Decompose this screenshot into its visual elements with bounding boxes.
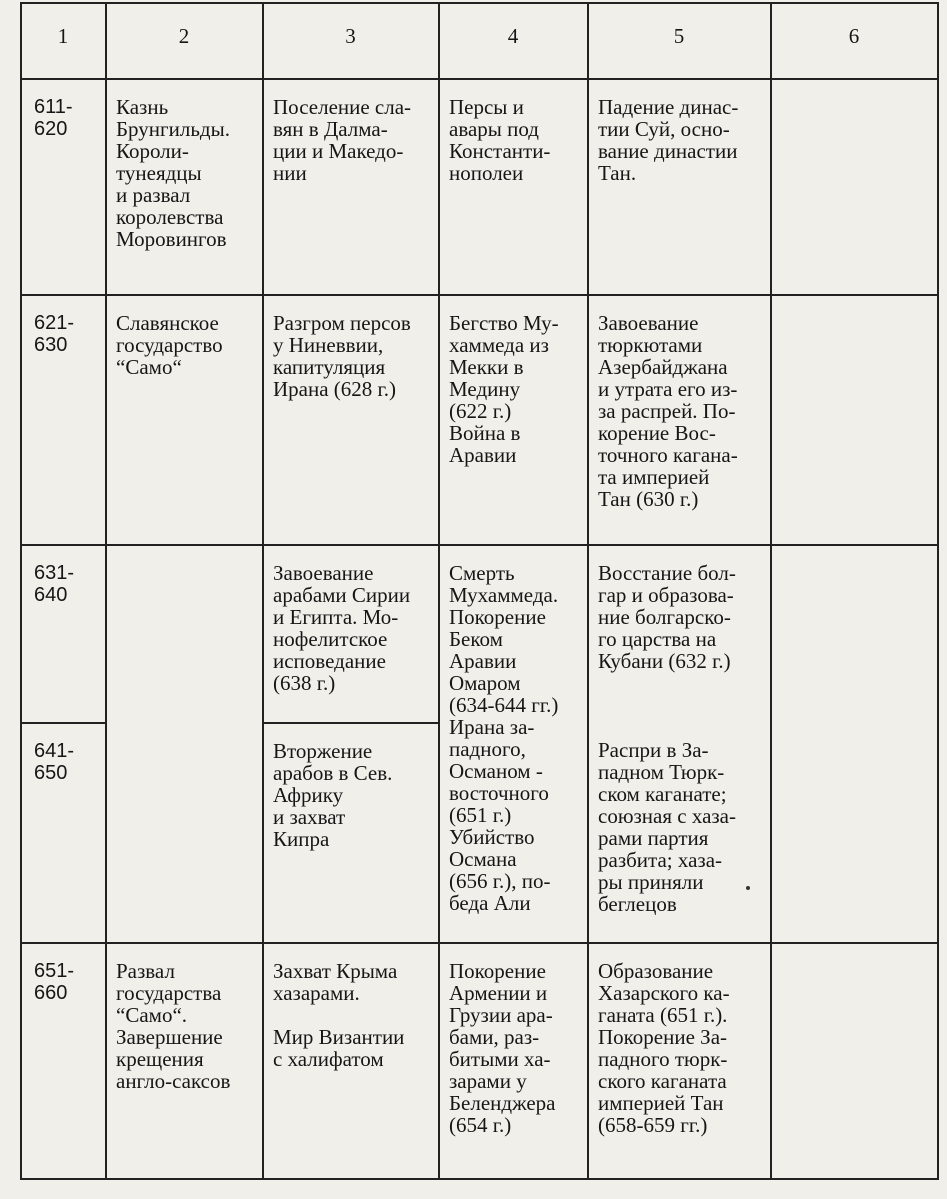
middle-east-text: Бегство Му- хаммеда из Мекки в Медину (622 г.) Война в Аравии <box>449 311 559 467</box>
column-6-text <box>772 723 937 743</box>
decade-text: 631- 640 <box>34 562 75 606</box>
column-number-3: 3 <box>345 24 357 48</box>
west-europe-text: Казнь Брунгильды. Короли- тунеядцы и развал королевства Моровингов <box>116 95 230 251</box>
empty-cell <box>771 943 938 1179</box>
byzantium-cell <box>263 723 439 943</box>
byzantium-text: Поселение сла- вян в Далма- ции и Македо- нии <box>273 95 412 185</box>
west-europe-cell <box>106 79 263 295</box>
byzantium-cell <box>263 79 439 295</box>
header-cell-1 <box>21 3 106 79</box>
header-cell-4 <box>439 3 588 79</box>
byzantium-text: Завоевание арабами Сирии и Египта. Мо- нофелитское исповедание (638 г.) <box>273 561 411 695</box>
steppe-china-cell <box>588 943 771 1179</box>
column-number-2: 2 <box>178 24 191 48</box>
header-cell-5 <box>588 3 771 79</box>
middle-east-text: Персы и авары под Константи- нополеи <box>449 95 551 185</box>
byzantium-text: Вторжение арабов в Сев. Африку и захват Кипра <box>273 739 393 851</box>
middle-east-cell <box>439 943 588 1179</box>
empty-cell <box>771 545 938 723</box>
west-europe-text <box>107 723 262 743</box>
table-row <box>21 79 938 295</box>
middle-east-cell <box>439 545 588 943</box>
west-europe-text: Славянское государство “Само“ <box>116 311 223 379</box>
column-6-text <box>772 296 937 316</box>
column-6-text <box>772 546 937 566</box>
column-6-text <box>772 80 937 100</box>
column-number-4: 4 <box>507 24 520 48</box>
middle-east-text: Смерть Мухаммеда. Покорение Беком Аравии Омаром (634-644 гг.) Ирана за- падного, Османом - восточного (651 г.) Убийство Османа (656 г.), по- беда Али <box>449 561 559 915</box>
decade-text: 621- 630 <box>34 312 75 356</box>
middle-east-cell <box>439 79 588 295</box>
steppe-china-text: Завоевание тюркютами Азербайджана и утрата его из- за распрей. По- корение Вос- точного кагана- та империей Тан (630 г.) <box>598 311 738 511</box>
empty-cell <box>771 295 938 545</box>
header-cell-3 <box>263 3 439 79</box>
west-europe-cell <box>106 545 263 723</box>
byzantium-cell <box>263 295 439 545</box>
table-row <box>21 545 938 723</box>
chronology-table <box>20 2 939 1180</box>
table-row <box>21 943 938 1179</box>
decade-cell <box>21 545 106 723</box>
column-number-5: 5 <box>673 24 686 48</box>
byzantium-cell <box>263 943 439 1179</box>
west-europe-cell <box>106 723 263 943</box>
empty-cell <box>771 723 938 943</box>
steppe-china-cell <box>588 723 771 943</box>
steppe-china-text: Падение динас- тии Суй, осно- вание династии Тан. <box>598 95 739 185</box>
steppe-china-cell <box>588 79 771 295</box>
middle-east-cell <box>439 295 588 545</box>
west-europe-text <box>107 546 262 566</box>
byzantium-text: Разгром персов у Ниневвии, капитуляция Ирана (628 г.) <box>273 311 411 401</box>
header-row <box>21 3 938 79</box>
decade-cell <box>21 79 106 295</box>
decade-text: 641- 650 <box>34 740 75 784</box>
column-number-6: 6 <box>848 24 861 48</box>
steppe-china-cell <box>588 545 771 723</box>
table-row <box>21 295 938 545</box>
byzantium-cell <box>263 545 439 723</box>
column-number-1: 1 <box>57 24 70 48</box>
print-speck <box>746 886 750 890</box>
west-europe-cell <box>106 943 263 1179</box>
west-europe-text: Развал государства “Само“. Завершение крещения англо-саксов <box>116 959 231 1093</box>
decade-text: 611- 620 <box>34 96 73 140</box>
middle-east-text: Покорение Армении и Грузии ара- бами, раз- битыми ха- зарами у Беленджера (654 г.) <box>449 959 556 1137</box>
steppe-china-text: Образование Хазарского ка- ганата (651 г.). Покорение За- падного тюрк- ского каганата империей Тан (658-659 гг.) <box>598 959 730 1137</box>
empty-cell <box>771 79 938 295</box>
steppe-china-text: Восстание бол- гар и образова- ние болгарско- го царства на Кубани (632 г.) <box>598 561 736 673</box>
decade-cell <box>21 295 106 545</box>
decade-cell <box>21 723 106 943</box>
steppe-china-cell <box>588 295 771 545</box>
byzantium-text: Захват Крыма хазарами. Мир Византии с халифатом <box>273 959 405 1071</box>
column-6-text <box>772 944 937 964</box>
decade-cell <box>21 943 106 1179</box>
decade-text: 651- 660 <box>34 960 75 1004</box>
steppe-china-text: Распри в За- падном Тюрк- ском каганате; союзная с хаза- рами партия разбита; хаза- ры приняли беглецов <box>598 738 736 916</box>
header-cell-2 <box>106 3 263 79</box>
west-europe-cell <box>106 295 263 545</box>
header-cell-6 <box>771 3 938 79</box>
